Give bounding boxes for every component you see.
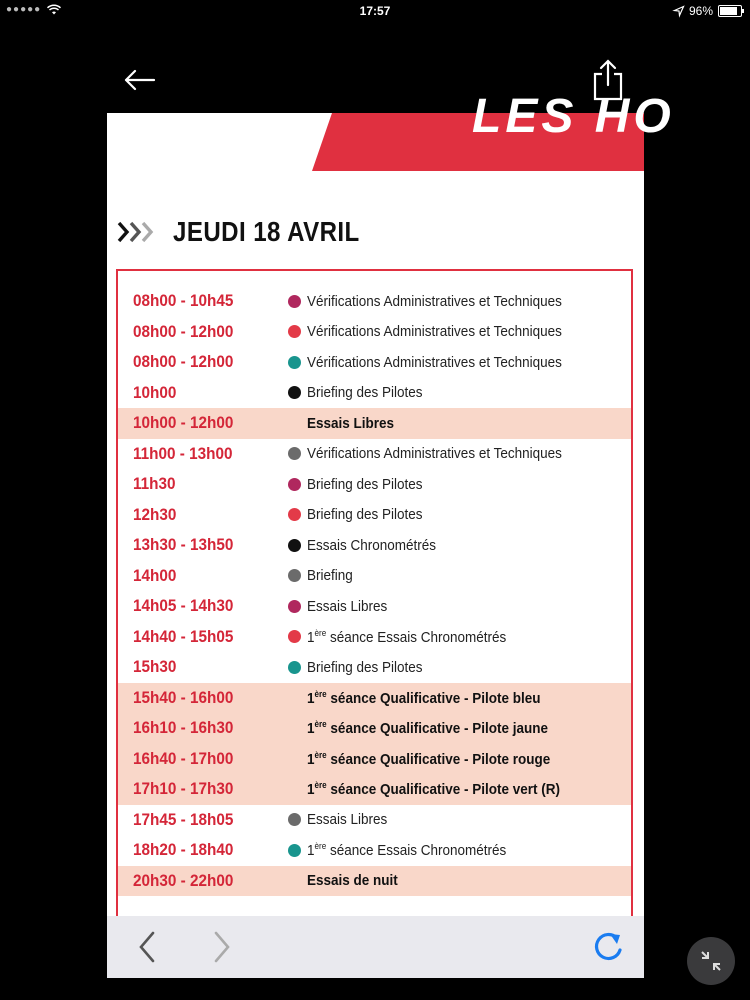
schedule-time: 11h00 - 13h00 <box>133 443 233 463</box>
schedule-label: Vérifications Administratives et Techniques <box>307 353 562 371</box>
schedule-time: 17h10 - 17h30 <box>133 779 234 799</box>
schedule-row <box>118 652 631 683</box>
document-page[interactable] <box>107 90 675 916</box>
schedule-row <box>118 469 631 500</box>
schedule-label: Essais de nuit <box>307 872 398 890</box>
ordinal-number: 1 <box>307 842 315 860</box>
refresh-button[interactable] <box>591 930 625 964</box>
next-button[interactable] <box>210 930 234 964</box>
schedule-label: Essais Chronométrés <box>307 536 437 554</box>
schedule-label: Briefing des Pilotes <box>307 658 423 676</box>
category-dot-icon <box>288 813 301 826</box>
schedule-time: 16h40 - 17h00 <box>133 748 234 768</box>
schedule-label <box>307 628 506 646</box>
schedule-time: 17h45 - 18h05 <box>133 809 234 829</box>
ordinal-number: 1 <box>307 750 315 768</box>
battery-fill <box>720 7 737 15</box>
schedule-time: 15h40 - 16h00 <box>133 687 234 707</box>
schedule-row <box>118 805 631 836</box>
schedule-time: 08h00 - 10h45 <box>133 291 234 311</box>
schedule-label: Essais Libres <box>307 811 388 829</box>
category-dot-icon <box>288 539 301 552</box>
day-heading <box>117 216 390 248</box>
schedule-label <box>307 780 560 798</box>
ordinal-suffix: ère <box>314 719 327 730</box>
ordinal-suffix: ère <box>314 841 327 852</box>
banner-title: LES HO <box>472 90 675 143</box>
schedule-label-text: séance Qualificative - Pilote jaune <box>330 720 549 738</box>
category-dot-icon <box>288 447 301 460</box>
schedule-time: 08h00 - 12h00 <box>133 321 234 341</box>
chevron-left-icon <box>135 930 159 964</box>
collapse-icon <box>687 937 735 985</box>
schedule-row-highlighted <box>118 408 631 439</box>
schedule-label: Vérifications Administratives et Techniques <box>307 323 562 341</box>
schedule-label: Vérifications Administratives et Techniques <box>307 292 562 310</box>
schedule-row <box>118 530 631 561</box>
category-dot-icon <box>288 569 301 582</box>
schedule-row-highlighted <box>118 744 631 775</box>
schedule-row <box>118 500 631 531</box>
arrow-left-icon <box>122 64 158 96</box>
chevron-right-icon <box>210 930 234 964</box>
triple-chevron-icon <box>117 219 157 245</box>
schedule-label-text: séance Essais Chronométrés <box>329 628 507 646</box>
ordinal-number: 1 <box>307 628 315 646</box>
ordinal-suffix: ère <box>314 780 327 791</box>
status-time: 17:57 <box>359 4 391 18</box>
signal-dots-icon: ●●●●● <box>6 4 42 15</box>
schedule-label-text: séance Qualificative - Pilote rouge <box>330 750 551 768</box>
ordinal-suffix: ère <box>314 688 327 699</box>
ordinal-number: 1 <box>307 781 315 799</box>
schedule-time: 18h20 - 18h40 <box>133 840 234 860</box>
day-title: JEUDI 18 AVRIL <box>173 216 360 247</box>
bottom-toolbar <box>107 916 644 978</box>
schedule-time: 14h05 - 14h30 <box>133 596 234 616</box>
schedule-time: 10h00 <box>133 382 177 402</box>
schedule-row <box>118 347 631 378</box>
category-dot-icon <box>288 386 301 399</box>
category-dot-icon <box>288 844 301 857</box>
category-dot-icon <box>288 630 301 643</box>
refresh-icon <box>591 930 625 964</box>
schedule-label <box>307 750 550 768</box>
schedule-row-highlighted <box>118 683 631 714</box>
schedule-label: Briefing des Pilotes <box>307 506 423 524</box>
schedule-time: 11h30 <box>133 474 176 494</box>
schedule-time: 16h10 - 16h30 <box>133 718 234 738</box>
schedule-time: 14h40 - 15h05 <box>133 626 234 646</box>
status-bar <box>0 0 750 22</box>
schedule-time: 14h00 <box>133 565 177 585</box>
category-dot-icon <box>288 508 301 521</box>
schedule-label <box>307 841 506 859</box>
schedule-label: Vérifications Administratives et Techniques <box>307 445 562 463</box>
schedule-label: Briefing <box>307 567 353 585</box>
schedule-row <box>118 561 631 592</box>
schedule-row <box>118 439 631 470</box>
schedule-label-text: séance Qualificative - Pilote bleu <box>330 689 541 707</box>
collapse-button[interactable] <box>687 937 735 985</box>
schedule-time: 10h00 - 12h00 <box>133 413 234 433</box>
schedule-time: 20h30 - 22h00 <box>133 870 234 890</box>
ordinal-number: 1 <box>307 689 315 707</box>
schedule-row <box>118 317 631 348</box>
schedule-row-highlighted <box>118 713 631 744</box>
schedule-label-text: séance Essais Chronométrés <box>329 842 507 860</box>
category-dot-icon <box>288 356 301 369</box>
status-right <box>674 4 742 18</box>
category-dot-icon <box>288 295 301 308</box>
category-dot-icon <box>288 600 301 613</box>
schedule-label: Briefing des Pilotes <box>307 384 423 402</box>
schedule-time: 13h30 - 13h50 <box>133 535 234 555</box>
schedule-row-highlighted <box>118 866 631 897</box>
schedule-label <box>307 689 541 707</box>
schedule-time: 15h30 <box>133 657 177 677</box>
header-banner <box>107 90 675 171</box>
schedule-label <box>307 719 548 737</box>
location-arrow-icon <box>674 6 684 16</box>
schedule-row <box>118 378 631 409</box>
ordinal-suffix: ère <box>314 627 327 638</box>
schedule-rows <box>118 286 631 896</box>
category-dot-icon <box>288 478 301 491</box>
schedule-row-highlighted <box>118 774 631 805</box>
schedule-label: Essais Libres <box>307 597 388 615</box>
schedule-label-text: séance Qualificative - Pilote vert (R) <box>330 781 561 799</box>
back-button[interactable] <box>122 64 158 96</box>
schedule-row <box>118 591 631 622</box>
ordinal-suffix: ère <box>314 749 327 760</box>
schedule-row <box>118 286 631 317</box>
previous-button[interactable] <box>135 930 159 964</box>
schedule-label: Essais Libres <box>307 414 395 432</box>
battery-icon <box>718 5 742 17</box>
ordinal-number: 1 <box>307 720 315 738</box>
category-dot-icon <box>288 325 301 338</box>
schedule-row <box>118 835 631 866</box>
schedule-time: 08h00 - 12h00 <box>133 352 234 372</box>
schedule-label: Briefing des Pilotes <box>307 475 423 493</box>
battery-percent: 96% <box>688 4 713 18</box>
category-dot-icon <box>288 661 301 674</box>
schedule-time: 12h30 <box>133 504 177 524</box>
schedule-row <box>118 622 631 653</box>
schedule-table <box>116 269 633 929</box>
